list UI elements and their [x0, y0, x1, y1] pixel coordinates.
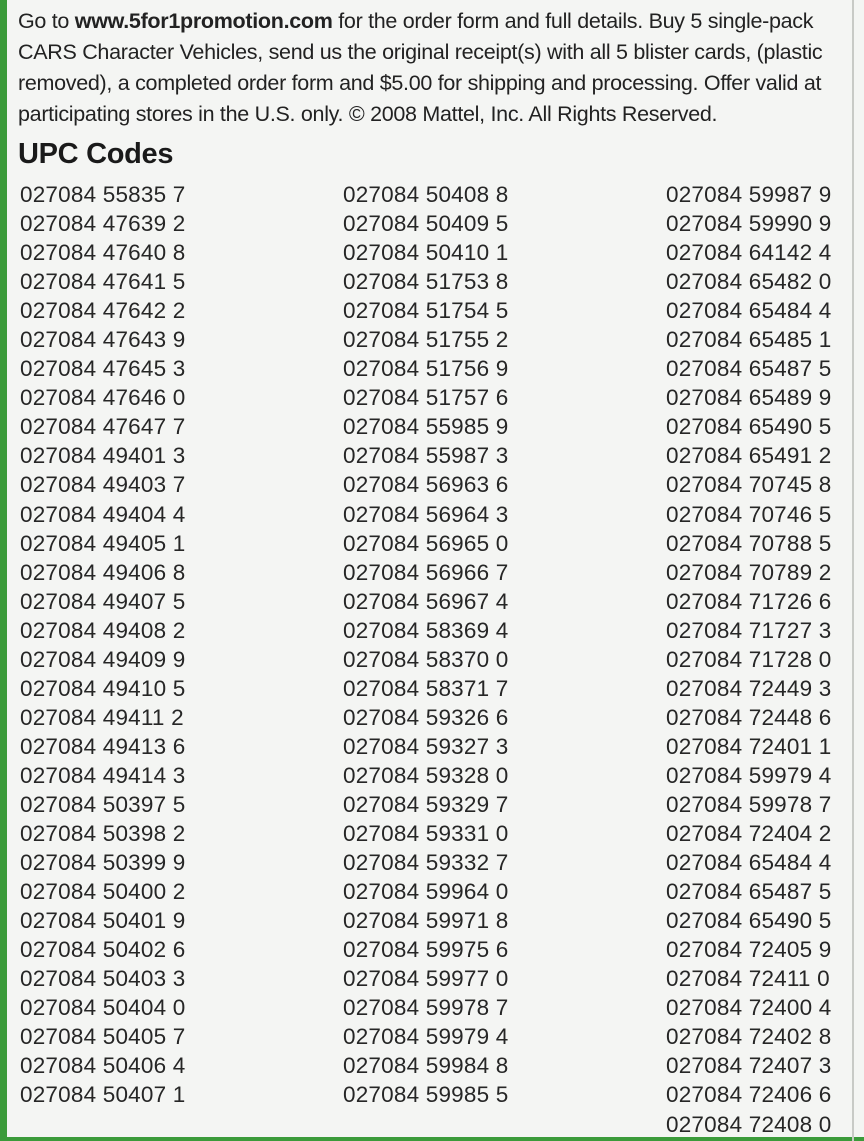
upc-code-item: 027084 72449 3: [666, 675, 832, 701]
upc-code-item: 027084 59331 0: [343, 821, 509, 847]
upc-codes-heading: UPC Codes: [18, 138, 174, 170]
upc-code-item: 027084 50406 4: [20, 1053, 186, 1079]
upc-code-item: 027084 59329 7: [343, 791, 509, 817]
upc-code-item: 027084 51753 8: [343, 269, 509, 295]
upc-code-item: 027084 49411 2: [20, 704, 184, 730]
upc-code-item: 027084 56964 3: [343, 501, 509, 527]
upc-code-item: 027084 59964 0: [343, 879, 509, 905]
upc-code-item: 027084 65487 5: [666, 356, 832, 382]
upc-code-item: 027084 51755 2: [343, 327, 509, 353]
upc-code-item: 027084 50399 9: [20, 850, 186, 876]
upc-code-item: 027084 47640 8: [20, 240, 186, 266]
upc-column-2: [343, 180, 508, 1110]
upc-code-item: 027084 59984 8: [343, 1053, 509, 1079]
upc-code-item: 027084 65489 9: [666, 385, 832, 411]
upc-code-item: 027084 72408 0: [666, 1111, 832, 1137]
upc-code-item: 027084 51756 9: [343, 356, 509, 382]
upc-code-item: 027084 58371 7: [343, 675, 509, 701]
upc-code-item: 027084 47642 2: [20, 298, 186, 324]
upc-code-item: 027084 56963 6: [343, 472, 509, 498]
upc-code-item: 027084 71726 6: [666, 588, 832, 614]
upc-code-item: 027084 49406 8: [20, 559, 186, 585]
upc-code-item: 027084 47646 0: [20, 385, 186, 411]
upc-code-item: 027084 59979 4: [343, 1024, 509, 1050]
upc-code-item: 027084 59985 5: [343, 1082, 509, 1108]
upc-code-item: 027084 50403 3: [20, 966, 186, 992]
upc-code-item: 027084 65491 2: [666, 443, 832, 469]
upc-code-item: 027084 55987 3: [343, 443, 509, 469]
upc-code-item: 027084 65484 4: [666, 850, 832, 876]
intro-prefix: Go to: [18, 9, 75, 33]
upc-code-item: 027084 72405 9: [666, 937, 832, 963]
upc-code-item: 027084 58370 0: [343, 646, 509, 672]
upc-code-item: 027084 59978 7: [666, 791, 832, 817]
upc-code-item: 027084 59971 8: [343, 908, 509, 934]
promotion-url[interactable]: www.5for1promotion.com: [74, 9, 333, 33]
upc-code-item: 027084 50408 8: [343, 182, 509, 207]
upc-code-item: 027084 49405 1: [20, 530, 186, 556]
upc-code-item: 027084 56967 4: [343, 588, 509, 614]
upc-code-item: 027084 49409 9: [20, 646, 186, 672]
upc-code-item: 027084 65487 5: [666, 879, 832, 905]
upc-code-item: 027084 56965 0: [343, 530, 509, 556]
upc-code-item: 027084 71728 0: [666, 646, 832, 672]
upc-code-item: 027084 50409 5: [343, 211, 509, 237]
upc-code-item: 027084 72406 6: [666, 1082, 832, 1108]
upc-code-item: 027084 70746 5: [666, 501, 832, 527]
upc-code-item: 027084 47639 2: [20, 211, 186, 237]
upc-code-item: 027084 51754 5: [343, 298, 509, 324]
upc-code-item: 027084 72404 2: [666, 821, 832, 847]
upc-code-item: 027084 51757 6: [343, 385, 509, 411]
upc-code-item: 027084 64142 4: [666, 240, 832, 266]
upc-code-item: 027084 47645 3: [20, 356, 186, 382]
upc-code-item: 027084 71727 3: [666, 617, 832, 643]
upc-code-item: 027084 47641 5: [20, 269, 186, 295]
green-border-left: [0, 0, 7, 1141]
upc-code-item: 027084 50402 6: [20, 937, 186, 963]
upc-code-item: 027084 50400 2: [20, 879, 186, 905]
upc-code-item: 027084 55835 7: [20, 182, 186, 207]
upc-code-item: 027084 72400 4: [666, 995, 832, 1021]
upc-code-item: 027084 50401 9: [20, 908, 186, 934]
upc-column-3: [666, 180, 831, 1139]
upc-code-item: 027084 72401 1: [666, 733, 832, 759]
upc-code-item: 027084 47643 9: [20, 327, 186, 353]
upc-code-item: 027084 59977 0: [343, 966, 509, 992]
upc-code-item: 027084 49410 5: [20, 675, 186, 701]
upc-code-item: 027084 56966 7: [343, 559, 509, 585]
upc-code-item: 027084 50410 1: [343, 240, 509, 266]
upc-code-item: 027084 59332 7: [343, 850, 509, 876]
upc-code-item: 027084 50397 5: [20, 791, 186, 817]
upc-code-item: 027084 50407 1: [20, 1082, 186, 1108]
upc-code-item: 027084 65484 4: [666, 298, 832, 324]
upc-code-item: 027084 72448 6: [666, 704, 832, 730]
upc-code-item: 027084 59978 7: [343, 995, 509, 1021]
upc-code-item: 027084 59326 6: [343, 704, 509, 730]
upc-code-item: 027084 72402 8: [666, 1024, 832, 1050]
upc-code-item: 027084 50405 7: [20, 1024, 186, 1050]
upc-code-item: 027084 59990 9: [666, 211, 832, 237]
upc-code-item: 027084 72407 3: [666, 1053, 832, 1079]
upc-code-item: 027084 65485 1: [666, 327, 832, 353]
offer-description: [18, 6, 850, 130]
upc-code-item: 027084 47647 7: [20, 414, 186, 440]
upc-code-item: 027084 50404 0: [20, 995, 186, 1021]
upc-code-item: 027084 49407 5: [20, 588, 186, 614]
upc-code-item: 027084 70745 8: [666, 472, 832, 498]
upc-code-item: 027084 50398 2: [20, 821, 186, 847]
upc-code-item: 027084 49404 4: [20, 501, 186, 527]
upc-code-item: 027084 49408 2: [20, 617, 186, 643]
upc-column-1: [20, 180, 185, 1110]
upc-code-item: 027084 65490 5: [666, 908, 832, 934]
upc-code-item: 027084 49403 7: [20, 472, 186, 498]
upc-code-item: 027084 72411 0: [666, 966, 830, 992]
right-page-rule: [852, 0, 854, 1141]
upc-code-item: 027084 65482 0: [666, 269, 832, 295]
upc-code-item: 027084 49413 6: [20, 733, 186, 759]
upc-code-item: 027084 59987 9: [666, 182, 832, 207]
upc-code-item: 027084 59327 3: [343, 733, 509, 759]
upc-code-item: 027084 58369 4: [343, 617, 509, 643]
upc-code-item: 027084 70789 2: [666, 559, 832, 585]
upc-code-item: 027084 70788 5: [666, 530, 832, 556]
intro-details: for the order form and full details. Buy 5 single-pack CARS Character Vehicles, send us the original receipt(s) with all 5 blister cards, (plastic removed), a completed order form and $5.00 for shipping and processing. Offer valid at participating stores in the U.S. only. © 2008 Mattel, Inc. All Rights Reserved.: [18, 9, 823, 126]
upc-code-item: 027084 59979 4: [666, 762, 832, 788]
upc-code-item: 027084 55985 9: [343, 414, 509, 440]
upc-code-item: 027084 59328 0: [343, 762, 509, 788]
upc-code-item: 027084 49401 3: [20, 443, 186, 469]
upc-code-item: 027084 49414 3: [20, 762, 186, 788]
upc-code-item: 027084 59975 6: [343, 937, 509, 963]
upc-code-item: 027084 65490 5: [666, 414, 832, 440]
